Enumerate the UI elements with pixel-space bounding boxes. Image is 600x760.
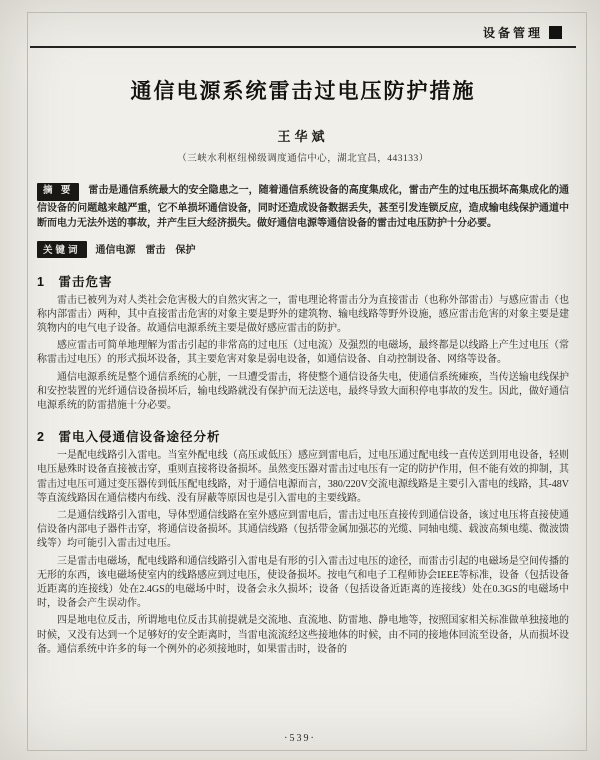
author-name: 王华斌 [277,129,329,144]
abstract-text: 雷击是通信系统最大的安全隐患之一，随着通信系统设备的高度集成化，雷击产生的过电压损坏高集成化的通信设备的问题越来越严重，它不单损坏通信设备，同时还造成设备数据丢失，甚至引发连锁反应，造成输电线保护通道中断而电力无法外送的事故，并产生巨大经济损失。做好通信电源等通信设备的雷击过电压防护十分必要。 [37,185,569,230]
section-1-paragraph-3: 通信电源系统是整个通信系统的心脏，一旦遭受雷击，将使整个通信设备失电，使通信系统瘫痪，当传送输电线保护和安控装置的光纤通信设备损坏后，输电线路就没有保护而无法送电，最终导致大面积停电事故的发生。因此，做好通信电源系统的防雷措施十分必要。 [37,371,569,412]
article-title: 通信电源系统雷击过电压防护措施 [130,80,476,103]
section-2-paragraph-2: 二是通信线路引入雷电，导体型通信线路在室外感应到雷电后，雷击过电压直接传到通信设备，该过电压将直接使通信设备内部电子器件击穿，将通信设备损坏。其通信线路（包括带金属加强芯的光缆、同轴电缆、载波高频电缆、微波馈线等）均可能引入雷击过电压。 [37,510,569,550]
section-heading-1: 1 雷击危害 [37,274,113,289]
keywords [37,241,569,258]
column-header-label: 设备管理 [482,26,543,40]
section-heading-2: 2 雷电入侵通信设备途径分析 [37,430,221,445]
abstract [37,183,569,232]
section-2-paragraph-4: 四是地电位反击，所谓地电位反击其前提就是交流地、直流地、防雷地、静电地等，按照国家相关标准做单独接地的时候，又没有达到一个足够好的安全距离时，当雷电流流经这些接地体的时候，由不同的接地体回流至设备，从而损坏设备。通信系统中许多的每一个例外的必须接地时，如果雷击时，设备的 [37,615,569,655]
author-affiliation: （三峡水利枢纽梯级调度通信中心，湖北宜昌，443133） [177,154,429,164]
keywords-label: 关键词 [37,241,87,258]
page-number: ·539· [284,733,316,744]
section-2-paragraph-1: 一是配电线路引入雷电。当室外配电线（高压或低压）感应到雷电后，过电压通过配电线一直传送到用电设备，轻则电压悬殊时设备直接被击穿，重则直接将设备损坏。虽然变压器对雷击过电压有一定的防护作用，但不能有效的抑制，其雷击过电压可通过变压器传到低压配电线路，对于通信电源而言，380/220V交流电源线路是主要引入雷电的线路，其-48V等直流线路因在通信楼内布线、没有屏蔽等原因也是引入雷电的主要线路。 [37,450,569,504]
abstract-label: 摘 要 [37,183,79,201]
page-header [483,24,562,41]
article-content [37,48,569,657]
section-2-paragraph-3: 三是雷击电磁场，配电线路和通信线路引入雷电是有形的引入雷击过电压的途径，而雷击引起的电磁场是空间传播的无形的东西，该电磁场使室内的线路感应到过电压，使设备损坏。按电气和电子工程师协会IEEE等标准，设备（包括设备近距离的连接线）处在2.4GS的电磁场中时，设备会永久损坏；设备（包括设备近距离的连接线）处在0.3GS的电磁场中时，设备会产生误动作。 [37,555,569,610]
black-square-icon [549,26,562,39]
keywords-text: 通信电源 雷击 保护 [95,244,196,256]
section-1-paragraph-2: 感应雷击可简单地理解为雷击引起的非常高的过电压（过电流）及强烈的电磁场，最终都是以线路上产生过电压（常称雷击过电压）的形式损坏设备，其主要危害对象是弱电设备，如通信设备、自动控制设备、网络等设备。 [37,340,569,366]
section-1-paragraph-1: 雷击已被列为对人类社会危害极大的自然灾害之一，雷电理论将雷击分为直接雷击（也称外部雷击）与感应雷击（也称内部雷击）两种，其中直接雷击危害的对象主要是野外的建筑物、输电线路等野外设施，感应雷击危害的对象主要是建筑物内的电气电子设备。故通信电源系统主要是做好感应雷击的防护。 [37,294,569,335]
